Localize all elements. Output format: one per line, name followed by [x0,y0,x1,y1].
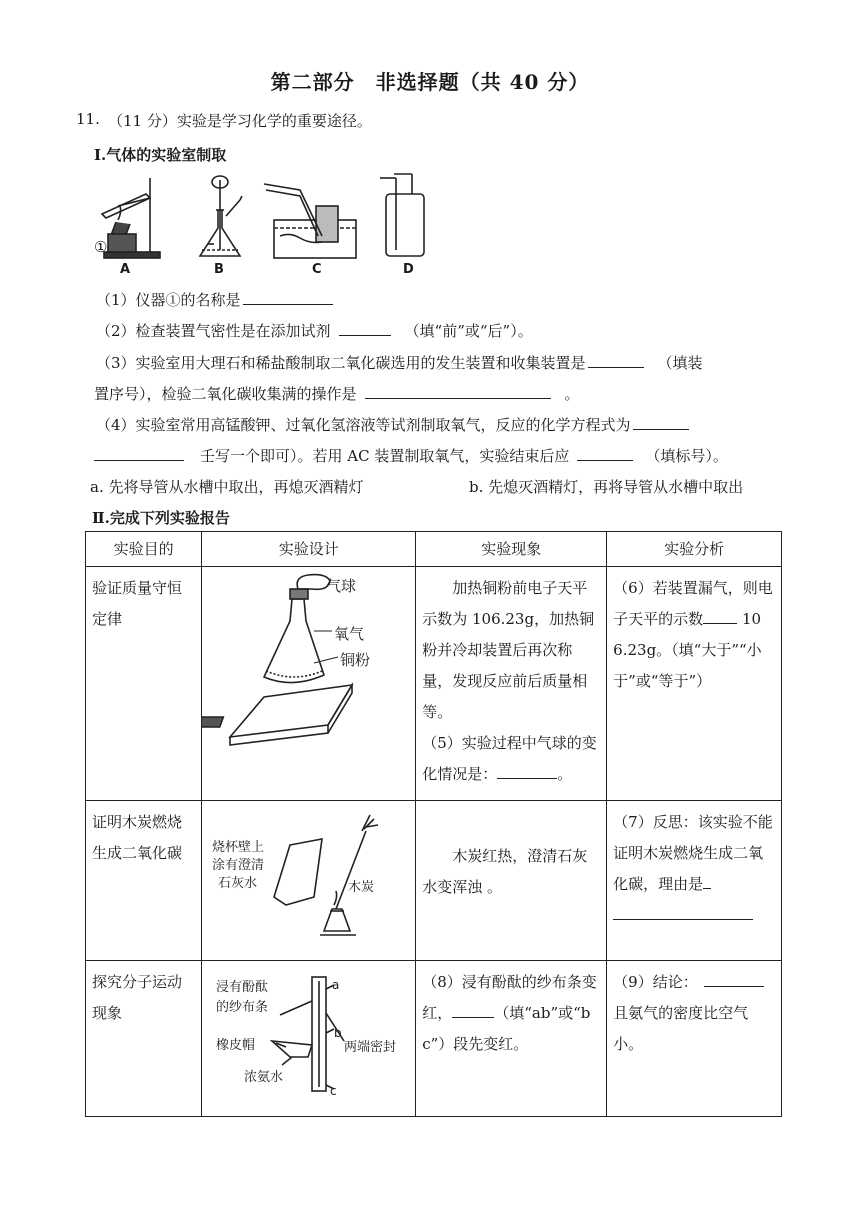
label-oxygen: 氧气 [334,625,365,643]
question-number: 11. [76,110,100,128]
row2-design [202,801,416,961]
q7-blank-1[interactable] [703,874,711,889]
part1-heading: Ⅰ.气体的实验室制取 [94,146,227,164]
label-beaker-3: 石灰水 [218,876,258,891]
row1-purpose: 验证质量守恒定律 [86,567,202,801]
q7-blank-2[interactable] [613,905,753,920]
marker-1: ① [94,238,108,256]
apparatus-label-d: D [403,262,414,277]
apparatus-label-a: A [120,262,131,277]
q1-blank[interactable] [243,290,333,305]
q2-text: （2）检查装置气密性是在添加试剂 （填“前”或“后”）。 [96,322,533,340]
row1-phenomenon: 加热铜粉前电子天平示数为 106.23g，加热铜粉并冷却装置后再次称量，发现反应前后质量相等。 （5）实验过程中气球的变化情况是： 。 [416,567,607,801]
row1-analysis: （6）若装置漏气，则电子天平的示数 106.23g。（填“大于”“小于”或“等于”） [607,567,782,801]
q4-line1: （4）实验室常用高锰酸钾、过氧化氢溶液等试剂制取氧气，反应的化学方程式为 [96,414,689,435]
table-header-row [86,532,782,567]
row3-purpose: 探究分子运动现象 [86,961,202,1117]
q5-blank[interactable] [497,764,557,779]
q4-blank-2[interactable] [94,446,184,461]
q8-blank[interactable] [452,1003,494,1018]
question-intro: （11 分）实验是学习化学的重要途径。 [108,112,372,130]
q9-blank[interactable] [704,972,764,987]
row1-design [202,567,416,801]
molecular-motion-figure [202,961,415,1105]
label-gauze-1: 浸有酚酞 [216,980,269,995]
apparatus-label-c: C [312,262,322,277]
q3-line1: （3）实验室用大理石和稀盐酸制取二氧化碳选用的发生装置和收集装置是 （填装 [96,354,703,372]
q1-text: （1）仪器①的名称是 [96,289,333,310]
header-design: 实验设计 [202,532,416,567]
apparatus-figure [90,170,430,282]
label-copper: 铜粉 [340,651,371,669]
row2-phenomenon: 木炭红热，澄清石灰水变浑浊 。 [416,801,607,961]
row3-analysis: （9）结论： 且氨气的密度比空气小。 [607,961,782,1117]
row2-analysis: （7）反思：该实验不能证明木炭燃烧生成二氧化碳，理由是 [607,801,782,961]
table-row [86,961,782,1117]
option-b: b. 先熄灭酒精灯，再将导管从水槽中取出 [469,478,744,496]
label-gauze-2: 的纱布条 [216,1000,269,1015]
part2-heading: Ⅱ.完成下列实验报告 [92,509,230,527]
label-charcoal: 木炭 [348,880,375,895]
header-analysis: 实验分析 [607,532,782,567]
q4-blank-3[interactable] [577,446,633,461]
label-balloon: 气球 [326,577,357,595]
stand-base [104,252,160,258]
row3-phenomenon: （8）浸有酚酞的纱布条变红， （填“ab”或“bc”）段先变红。 [416,961,607,1117]
charcoal-combustion-figure [202,801,415,949]
label-point-b: b [334,1026,342,1040]
label-point-c: c [330,1084,337,1098]
header-purpose: 实验目的 [86,532,202,567]
q3-line2: 置序号），检验二氧化碳收集满的操作是 。 [94,385,580,403]
q2-blank[interactable] [339,321,391,336]
row3-design [202,961,416,1117]
option-a: a. 先将导管从水槽中取出，再熄灭酒精灯 [90,478,364,496]
table-row [86,801,782,961]
page-title: 第二部分 非选择题（共 40 分） [270,70,590,94]
row2-purpose: 证明木炭燃烧生成二氧化碳 [86,801,202,961]
q6-blank[interactable] [703,609,737,624]
label-point-a: a [332,978,340,992]
table-row [86,567,782,801]
label-sealed-ends: 两端密封 [344,1040,397,1055]
label-ammonia: 浓氨水 [244,1070,284,1085]
q3-blank-1[interactable] [588,353,644,368]
header-phenomenon: 实验现象 [416,532,607,567]
q4-blank-1[interactable] [633,415,689,430]
label-beaker-2: 涂有澄清 [212,858,265,873]
label-rubber-cap: 橡皮帽 [216,1038,256,1053]
mass-conservation-figure [202,567,415,789]
experiment-report-table [85,531,782,1117]
apparatus-label-b: B [214,262,224,277]
q3-blank-2[interactable] [365,384,551,399]
q4-line2: 壬写一个即可）。若用 AC 装置制取氧气，实验结束后应 （填标号）。 [94,445,728,466]
label-beaker-1: 烧杯壁上 [212,840,265,855]
